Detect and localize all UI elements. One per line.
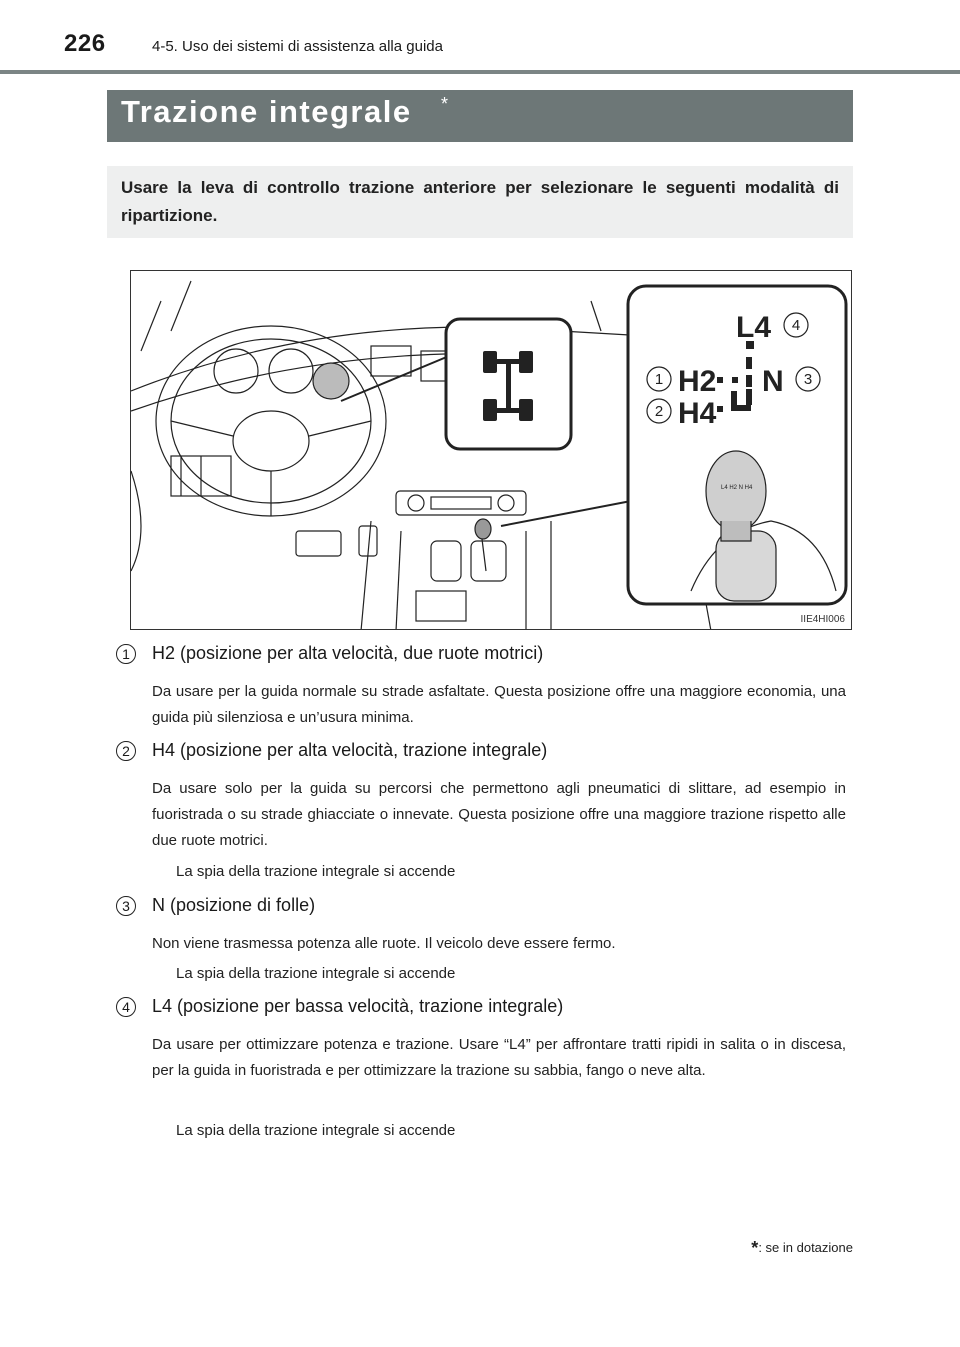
- item-note: La spia della trazione integrale si accende: [176, 965, 456, 982]
- chapter-title: 4-5. Uso dei sistemi di assistenza alla guida: [152, 38, 443, 55]
- item-number: 1: [116, 644, 136, 664]
- page-number: 226: [64, 30, 106, 57]
- section-title: Trazione integrale: [121, 94, 412, 129]
- callout-1-label: 1: [654, 371, 664, 388]
- item-number: 2: [116, 741, 136, 761]
- dashboard-drawing: [131, 271, 852, 630]
- item-heading: H4 (posizione per alta velocità, trazione integrale): [152, 740, 548, 760]
- shift-label-h4: H4: [678, 397, 717, 430]
- item-note: La spia della trazione integrale si accende: [176, 863, 456, 880]
- intro-text: Usare la leva di controllo trazione anteriore per selezionare le seguenti modalità di ripartizione.: [121, 178, 839, 225]
- shift-label-h2: H2: [678, 365, 717, 398]
- item-description: Da usare per ottimizzare potenza e trazione. Usare “L4” per affrontare tratti ripidi in salita o in discesa, per la guida in fuoristrada e per ottimizzare la trazione su sabbia, fango o neve alta.: [152, 1036, 846, 1079]
- intro-box: [107, 166, 853, 238]
- item-heading: H2 (posizione per alta velocità, due ruote motrici): [152, 643, 544, 663]
- item-description: Da usare solo per la guida su percorsi che permettono agli pneumatici di slittare, ad esempio in fuoristrada o su strade ghiacciate o innevate. Questa posizione offre una maggiore trazione rispetto alle due ruote motrici.: [152, 780, 846, 849]
- lever-knob-pattern: L4 H2 N H4: [721, 485, 753, 491]
- item-description: Da usare per la guida normale su strade asfaltate. Questa posizione offre una maggiore economia, una guida più silenziosa e un’usura minima.: [152, 683, 846, 726]
- item-number: 4: [116, 997, 136, 1017]
- optional-equipment-marker: *: [441, 94, 449, 114]
- figure-code: IIE4HI006: [800, 614, 845, 625]
- header-divider: [0, 70, 960, 74]
- callout-4-label: 4: [791, 317, 801, 334]
- footnote-marker: *: [751, 1238, 759, 1258]
- shift-label-l4: L4: [736, 311, 772, 344]
- callout-2-label: 2: [654, 403, 664, 420]
- shift-label-n: N: [762, 365, 784, 398]
- item-heading: L4 (posizione per bassa velocità, trazione integrale): [152, 996, 564, 1016]
- item-heading: N (posizione di folle): [152, 895, 316, 915]
- footnote-text: : se in dotazione: [758, 1240, 853, 1255]
- item-description: Non viene trasmessa potenza alle ruote. Il veicolo deve essere fermo.: [152, 935, 616, 952]
- footnote: [751, 1238, 853, 1259]
- callout-3-label: 3: [803, 371, 813, 388]
- section-title-bar: [107, 90, 853, 142]
- dashboard-illustration: [130, 270, 852, 630]
- item-number: 3: [116, 896, 136, 916]
- item-note: La spia della trazione integrale si accende: [176, 1122, 456, 1139]
